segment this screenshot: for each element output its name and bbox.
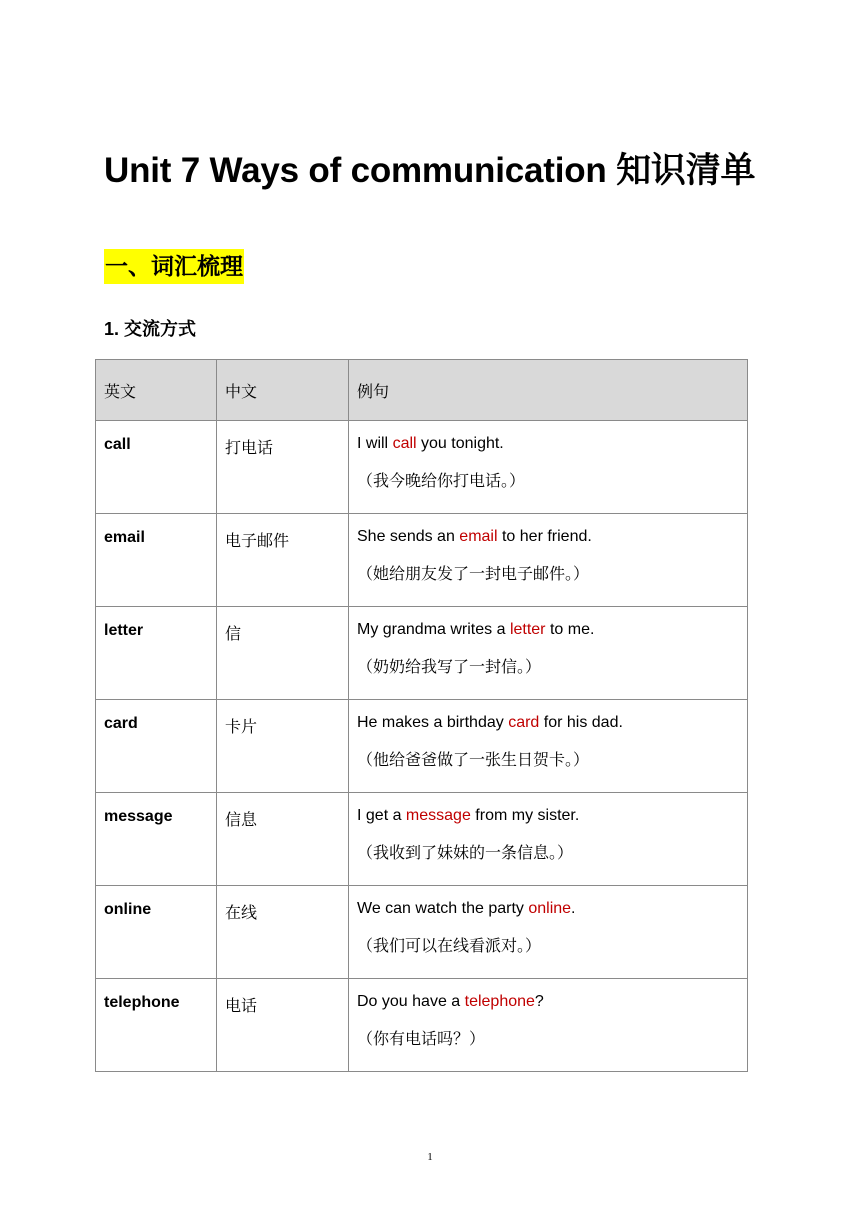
cell-english bbox=[96, 979, 217, 1072]
example-text-before: He makes a birthday bbox=[357, 714, 509, 731]
chinese-meaning: 电子邮件 bbox=[225, 533, 290, 550]
example-keyword: card bbox=[508, 714, 540, 731]
cell-chinese bbox=[217, 700, 349, 793]
english-word: card bbox=[104, 715, 138, 732]
cell-english bbox=[96, 607, 217, 700]
cell-example bbox=[349, 607, 748, 700]
example-text-before: Do you have a bbox=[357, 993, 465, 1010]
example-text-before: My grandma writes a bbox=[357, 621, 510, 638]
english-word: email bbox=[104, 529, 145, 546]
example-translation: （他给爸爸做了一张生日贺卡。） bbox=[357, 752, 590, 769]
table-body bbox=[96, 421, 748, 1072]
page-number: 1 bbox=[427, 1151, 433, 1163]
chinese-meaning: 信 bbox=[225, 626, 242, 643]
example-text-after: . bbox=[571, 900, 576, 917]
vocabulary-table bbox=[95, 359, 748, 1072]
table-row bbox=[96, 607, 748, 700]
example-sentence bbox=[357, 898, 739, 920]
example-translation: （我今晚给你打电话。） bbox=[357, 473, 526, 490]
english-word: message bbox=[104, 808, 173, 825]
table-row bbox=[96, 700, 748, 793]
example-text-after: to me. bbox=[545, 621, 595, 638]
example-keyword: online bbox=[528, 900, 572, 917]
example-sentence bbox=[357, 526, 739, 548]
cell-chinese bbox=[217, 514, 349, 607]
cell-english bbox=[96, 793, 217, 886]
english-word: online bbox=[104, 901, 152, 918]
example-keyword: telephone bbox=[464, 993, 535, 1010]
example-keyword: message bbox=[405, 807, 471, 824]
chinese-meaning: 电话 bbox=[225, 998, 258, 1015]
example-text-before: I will bbox=[357, 435, 393, 452]
header-chinese: 中文 bbox=[217, 360, 349, 421]
example-text-after: to her friend. bbox=[497, 528, 592, 545]
example-text-after: ? bbox=[534, 993, 544, 1010]
table-row bbox=[96, 979, 748, 1072]
cell-chinese bbox=[217, 793, 349, 886]
subsection-heading: 1. 交流方式 bbox=[104, 319, 197, 339]
english-word: call bbox=[104, 436, 131, 453]
table-row bbox=[96, 421, 748, 514]
example-sentence bbox=[357, 712, 739, 734]
header-english: 英文 bbox=[96, 360, 217, 421]
cell-chinese bbox=[217, 886, 349, 979]
header-example: 例句 bbox=[349, 360, 748, 421]
cell-english bbox=[96, 700, 217, 793]
example-translation: （奶奶给我写了一封信。） bbox=[357, 659, 542, 676]
cell-example bbox=[349, 886, 748, 979]
table-row bbox=[96, 514, 748, 607]
cell-example bbox=[349, 514, 748, 607]
example-translation: （我收到了妹妹的一条信息。） bbox=[357, 845, 574, 862]
example-text-before: She sends an bbox=[357, 528, 460, 545]
table-row bbox=[96, 793, 748, 886]
cell-example bbox=[349, 979, 748, 1072]
example-text-before: I get a bbox=[357, 807, 406, 824]
cell-example bbox=[349, 793, 748, 886]
cell-example bbox=[349, 700, 748, 793]
example-sentence bbox=[357, 433, 739, 455]
chinese-meaning: 卡片 bbox=[225, 719, 258, 736]
chinese-meaning: 打电话 bbox=[225, 440, 274, 457]
english-word: telephone bbox=[104, 994, 180, 1011]
example-sentence bbox=[357, 991, 739, 1013]
chinese-meaning: 信息 bbox=[225, 812, 258, 829]
cell-english bbox=[96, 886, 217, 979]
cell-chinese bbox=[217, 421, 349, 514]
example-keyword: letter bbox=[509, 621, 546, 638]
table-header-row bbox=[96, 360, 748, 421]
example-sentence bbox=[357, 805, 739, 827]
page-title: Unit 7 Ways of communication 知识清单 bbox=[104, 151, 756, 190]
example-keyword: call bbox=[392, 435, 417, 452]
chinese-meaning: 在线 bbox=[225, 905, 258, 922]
english-word: letter bbox=[104, 622, 144, 639]
cell-english bbox=[96, 421, 217, 514]
cell-english bbox=[96, 514, 217, 607]
example-translation: （她给朋友发了一封电子邮件。） bbox=[357, 566, 590, 583]
cell-example bbox=[349, 421, 748, 514]
example-text-after: for his dad. bbox=[539, 714, 623, 731]
table-row bbox=[96, 886, 748, 979]
example-keyword: email bbox=[459, 528, 498, 545]
example-sentence bbox=[357, 619, 739, 641]
example-text-after: from my sister. bbox=[470, 807, 580, 824]
example-text-before: We can watch the party bbox=[357, 900, 529, 917]
example-translation: （你有电话吗？） bbox=[357, 1031, 486, 1048]
example-translation: （我们可以在线看派对。） bbox=[357, 938, 542, 955]
example-text-after: you tonight. bbox=[416, 435, 504, 452]
cell-chinese bbox=[217, 607, 349, 700]
cell-chinese bbox=[217, 979, 349, 1072]
section-heading: 一、词汇梳理 bbox=[104, 249, 244, 284]
